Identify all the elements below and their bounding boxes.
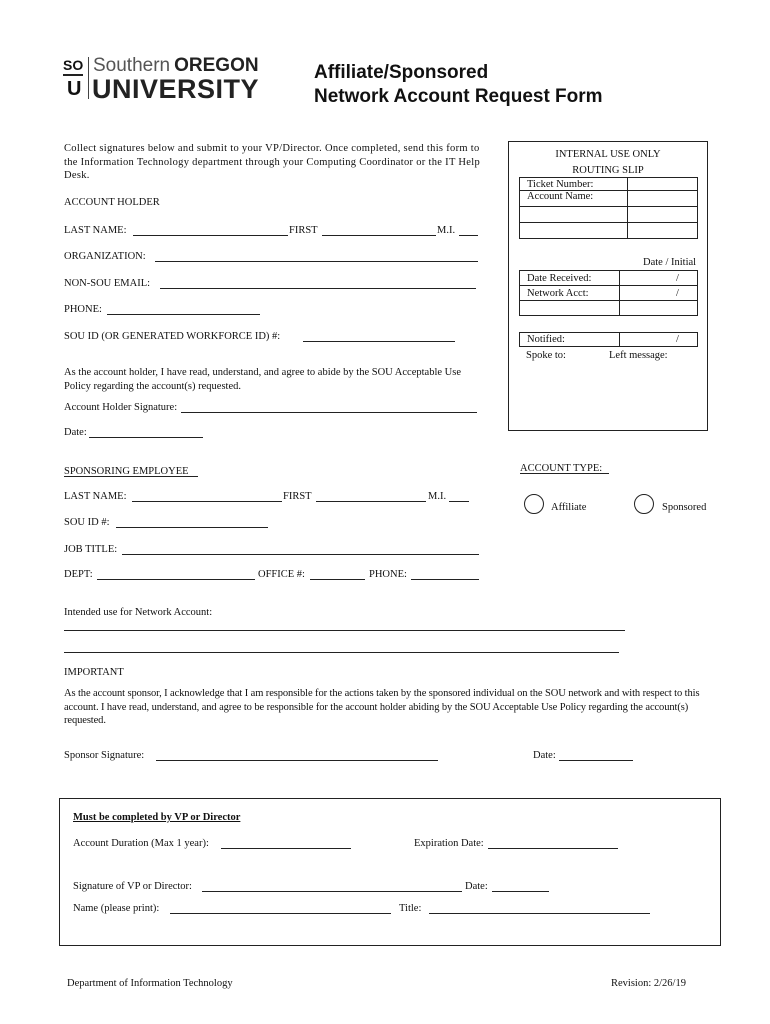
date-received-value[interactable]	[619, 270, 698, 286]
account-row-3[interactable]	[519, 206, 628, 223]
network-acct-slash: /	[676, 288, 679, 299]
holder-phone-field[interactable]	[107, 314, 260, 315]
spoke-to-label: Spoke to:	[526, 350, 566, 361]
internal-title: INTERNAL USE ONLY	[555, 149, 661, 160]
vp-name-field[interactable]	[170, 913, 391, 914]
sponsor-date-field[interactable]	[559, 760, 633, 761]
affiliate-label: Affiliate	[551, 502, 587, 513]
holder-last-name-label: LAST NAME:	[64, 225, 127, 236]
sponsored-radio[interactable]	[634, 494, 654, 514]
logo-so: SO	[63, 57, 84, 73]
sponsor-first-label: FIRST	[283, 491, 312, 502]
date-received-slash: /	[676, 273, 679, 284]
footer-department: Department of Information Technology	[67, 978, 233, 989]
ticket-number-label: Ticket Number:	[527, 179, 594, 190]
vp-signature-field[interactable]	[202, 891, 462, 892]
notified-slash: /	[676, 334, 679, 345]
date-initial-header: Date / Initial	[643, 257, 697, 268]
intended-use-line-1[interactable]	[64, 630, 625, 631]
routing-row-3[interactable]	[519, 300, 620, 316]
holder-sou-id-field[interactable]	[303, 341, 455, 342]
holder-email-label: NON-SOU EMAIL:	[64, 278, 151, 289]
internal-use-box	[508, 141, 708, 431]
sponsor-mi-label: M.I.	[428, 491, 447, 502]
sponsor-last-name-label: LAST NAME:	[64, 491, 127, 502]
account-type-underline	[520, 473, 609, 474]
vp-title-label: Title:	[399, 903, 422, 914]
ticket-number-cell	[519, 177, 628, 191]
vp-expiration-field[interactable]	[488, 848, 618, 849]
form-title-line2: Network Account Request Form	[314, 86, 603, 107]
sponsor-sou-id-label: SOU ID #:	[64, 517, 110, 528]
important-heading: IMPORTANT	[64, 667, 124, 678]
sponsor-dept-label: DEPT:	[64, 569, 93, 580]
sponsor-job-title-field[interactable]	[122, 554, 479, 555]
holder-agreement-text: As the account holder, I have read, understand, and agree to abide by the SOU Acceptable Use Policy regarding the account(s) requested.	[64, 367, 461, 392]
sponsor-date-label: Date:	[533, 750, 556, 761]
routing-slip-title: ROUTING SLIP	[572, 165, 644, 176]
notified-cell	[519, 332, 620, 347]
holder-mi-field[interactable]	[459, 235, 478, 236]
form-title-line1: Affiliate/Sponsored	[314, 62, 489, 83]
routing-row-3-value[interactable]	[619, 300, 698, 316]
vp-signature-label: Signature of VP or Director:	[73, 881, 192, 892]
holder-email-field[interactable]	[160, 288, 476, 289]
sponsor-office-label: OFFICE #:	[258, 569, 305, 580]
holder-phone-label: PHONE:	[64, 304, 102, 315]
notified-label: Notified:	[527, 334, 565, 345]
vp-expiration-label: Expiration Date:	[414, 838, 484, 849]
intended-use-label: Intended use for Network Account:	[64, 607, 213, 618]
vp-director-box	[59, 798, 721, 946]
vp-heading: Must be completed by VP or Director	[73, 812, 241, 823]
sponsor-first-field[interactable]	[316, 501, 426, 502]
account-holder-heading: ACCOUNT HOLDER	[64, 197, 160, 208]
logo-southern: Southern	[93, 55, 171, 76]
left-message-label: Left message:	[609, 350, 668, 361]
sponsor-job-title-label: JOB TITLE:	[64, 544, 118, 555]
logo-bar	[88, 57, 89, 99]
sponsor-sou-id-field[interactable]	[116, 527, 268, 528]
sponsor-office-field[interactable]	[310, 579, 365, 580]
sponsor-signature-field[interactable]	[156, 760, 438, 761]
intended-use-line-2[interactable]	[64, 652, 619, 653]
holder-mi-label: M.I.	[437, 225, 456, 236]
logo-university: UNIVERSITY	[92, 74, 260, 104]
account-row-4[interactable]	[519, 222, 628, 239]
vp-name-label: Name (please print):	[73, 903, 160, 914]
sponsor-mi-field[interactable]	[449, 501, 469, 502]
network-acct-label: Network Acct:	[527, 288, 589, 299]
footer-revision: Revision: 2/26/19	[611, 978, 686, 989]
account-name-cell	[519, 190, 628, 207]
logo-oregon: OREGON	[174, 55, 259, 76]
sponsor-last-name-field[interactable]	[132, 501, 282, 502]
holder-first-label: FIRST	[289, 225, 318, 236]
logo-u: U	[67, 78, 82, 100]
sponsor-heading: SPONSORING EMPLOYEE	[64, 466, 189, 477]
ticket-number-value[interactable]	[627, 177, 698, 191]
affiliate-radio[interactable]	[524, 494, 544, 514]
holder-organization-field[interactable]	[155, 261, 478, 262]
account-row-4-value[interactable]	[627, 222, 698, 239]
holder-signature-label: Account Holder Signature:	[64, 402, 178, 413]
intro-text: Collect signatures below and submit to your VP/Director. Once completed, send this form to the Information Technology department through your Computing Coordinator or the IT Help Desk.	[64, 143, 481, 181]
date-received-cell	[519, 270, 620, 286]
sponsor-phone-label: PHONE:	[369, 569, 407, 580]
sponsor-signature-label: Sponsor Signature:	[64, 750, 145, 761]
vp-title-field[interactable]	[429, 913, 650, 914]
holder-sou-id-label: SOU ID (OR GENERATED WORKFORCE ID) #:	[64, 331, 281, 342]
notified-value[interactable]	[619, 332, 698, 347]
important-text: As the account sponsor, I acknowledge that I am responsible for the actions taken by the sponsored individual on the SOU network and with respect to this account. I have read, understand, and agree to be responsible for the account holder abiding by the SOU Acceptable Use Policy regarding the account(s) requested.	[64, 688, 700, 726]
holder-date-field[interactable]	[89, 437, 203, 438]
account-row-3-value[interactable]	[627, 206, 698, 223]
account-name-value[interactable]	[627, 190, 698, 207]
sponsor-heading-underline	[64, 476, 198, 477]
date-received-label: Date Received:	[527, 273, 592, 284]
vp-date-field[interactable]	[492, 891, 549, 892]
so-u-mark	[62, 57, 86, 101]
account-type-heading: ACCOUNT TYPE:	[520, 463, 603, 474]
holder-first-field[interactable]	[322, 235, 436, 236]
holder-signature-field[interactable]	[181, 412, 477, 413]
sponsor-dept-field[interactable]	[97, 579, 255, 580]
network-acct-cell	[519, 285, 620, 301]
account-name-label: Account Name:	[527, 191, 594, 202]
holder-organization-label: ORGANIZATION:	[64, 251, 146, 262]
sponsored-label: Sponsored	[662, 502, 707, 513]
logo-divider	[63, 74, 83, 76]
vp-duration-label: Account Duration (Max 1 year):	[73, 838, 209, 849]
holder-last-name-field[interactable]	[133, 235, 288, 236]
sponsor-phone-field[interactable]	[411, 579, 479, 580]
vp-duration-field[interactable]	[221, 848, 351, 849]
network-acct-value[interactable]	[619, 285, 698, 301]
vp-date-label: Date:	[465, 881, 488, 892]
holder-date-label: Date:	[64, 427, 87, 438]
